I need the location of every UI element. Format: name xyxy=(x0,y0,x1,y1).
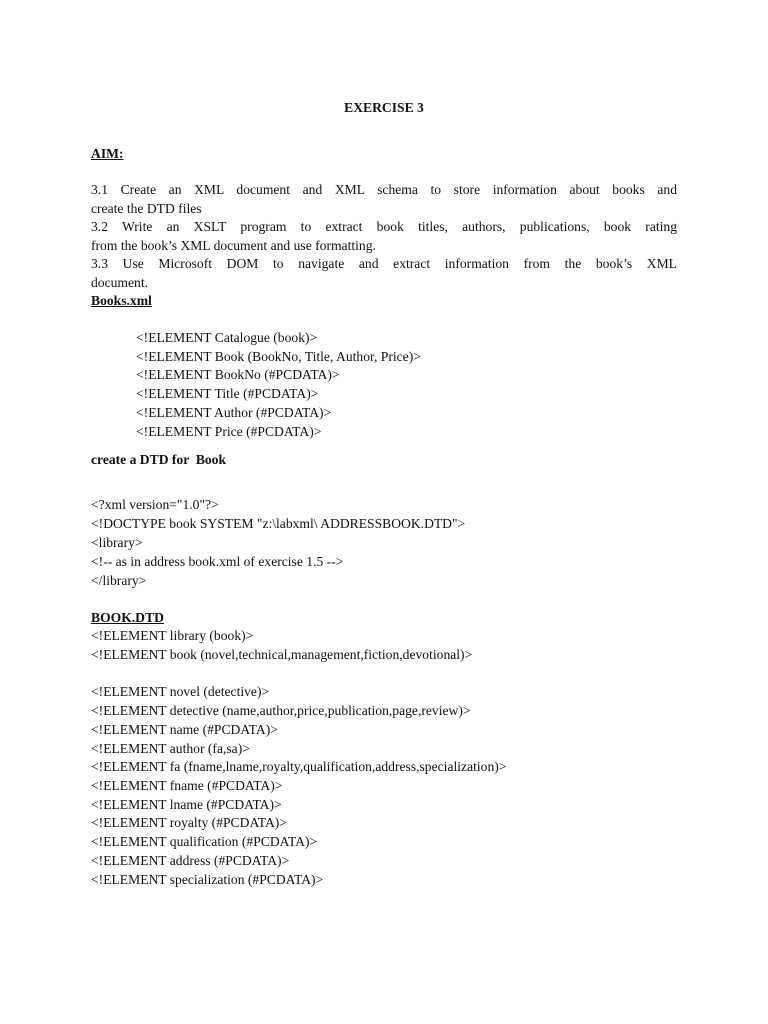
books-xml-line: <!ELEMENT Author (#PCDATA)> xyxy=(136,405,332,420)
book-dtd-line: <!ELEMENT detective (name,author,price,publication,page,review)> xyxy=(91,703,471,718)
aim-item-2-line-2: from the book’s XML document and use formatting. xyxy=(91,238,376,253)
books-xml-line: <!ELEMENT Catalogue (book)> xyxy=(136,330,318,345)
books-xml-line: <!ELEMENT Price (#PCDATA)> xyxy=(136,424,322,439)
book-dtd-line: <!ELEMENT author (fa,sa)> xyxy=(91,741,250,756)
aim-item-2-line-1: 3.2 Write an XSLT program to extract book titles, authors, publications, book rating xyxy=(91,219,677,234)
book-dtd-line: <!ELEMENT name (#PCDATA)> xyxy=(91,722,278,737)
books-xml-line: <!ELEMENT Title (#PCDATA)> xyxy=(136,386,319,401)
dtd-section-heading: create a DTD for Book xyxy=(91,452,227,467)
aim-item-3-line-2: document. xyxy=(91,275,149,290)
dtd-section-line: </library> xyxy=(91,573,147,588)
books-xml-line: <!ELEMENT BookNo (#PCDATA)> xyxy=(136,367,340,382)
exercise-title: EXERCISE 3 xyxy=(344,100,424,115)
dtd-section-line: <library> xyxy=(91,535,143,550)
book-dtd-line: <!ELEMENT fa (fname,lname,royalty,qualification,address,specialization)> xyxy=(91,759,507,774)
book-dtd-line: <!ELEMENT royalty (#PCDATA)> xyxy=(91,815,287,830)
book-dtd-line: <!ELEMENT specialization (#PCDATA)> xyxy=(91,872,324,887)
books-xml-line: <!ELEMENT Book (BookNo, Title, Author, Price)> xyxy=(136,349,421,364)
aim-item-3-line-1: 3.3 Use Microsoft DOM to navigate and extract information from the book’s XML xyxy=(91,256,677,271)
book-dtd-line: <!ELEMENT book (novel,technical,management,fiction,devotional)> xyxy=(91,647,473,662)
book-dtd-line: <!ELEMENT novel (detective)> xyxy=(91,684,270,699)
aim-item-1-line-2: create the DTD files xyxy=(91,201,202,216)
books-xml-heading: Books.xml xyxy=(91,293,152,308)
dtd-section-line: <!DOCTYPE book SYSTEM "z:\labxml\ ADDRESSBOOK.DTD"> xyxy=(91,516,466,531)
aim-heading: AIM: xyxy=(91,146,124,161)
dtd-section-line: <!-- as in address book.xml of exercise 1.5 --> xyxy=(91,554,344,569)
book-dtd-line: <!ELEMENT qualification (#PCDATA)> xyxy=(91,834,318,849)
book-dtd-line: <!ELEMENT library (book)> xyxy=(91,628,254,643)
book-dtd-line: <!ELEMENT lname (#PCDATA)> xyxy=(91,797,282,812)
dtd-section-line: <?xml version="1.0"?> xyxy=(91,497,219,512)
aim-item-1-line-1: 3.1 Create an XML document and XML schema to store information about books and xyxy=(91,182,677,197)
book-dtd-line: <!ELEMENT fname (#PCDATA)> xyxy=(91,778,283,793)
book-dtd-heading: BOOK.DTD xyxy=(91,610,164,625)
book-dtd-line: <!ELEMENT address (#PCDATA)> xyxy=(91,853,290,868)
